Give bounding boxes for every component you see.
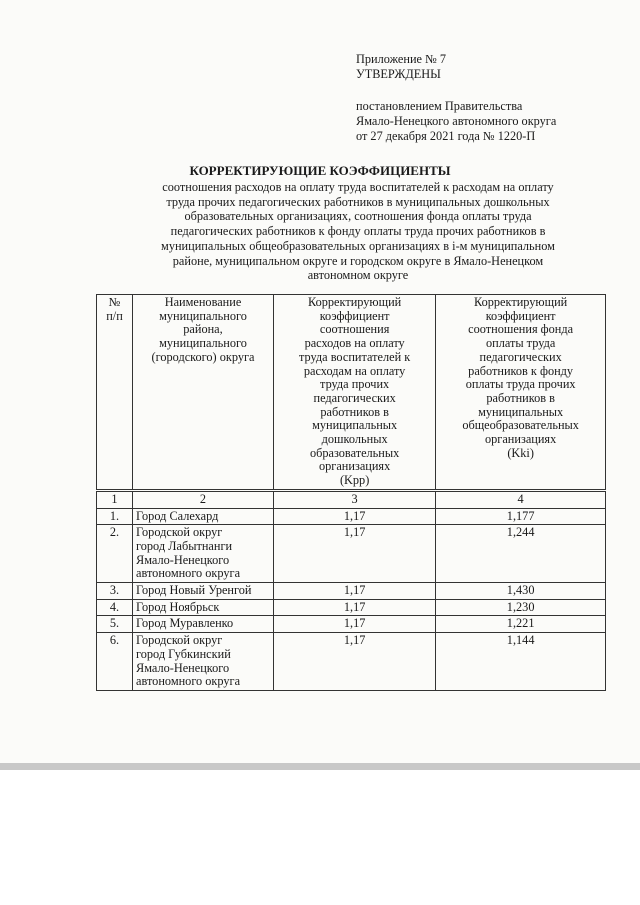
cell-line: педагогических [479,349,562,364]
municipality-name [133,633,274,691]
municipality-name [133,525,274,583]
table-row [97,508,606,525]
kpp-value: 1,17 [274,525,436,583]
cell-line: город Губкинский [136,646,231,661]
spacer [356,82,556,99]
approval-line-2: Ямало-Ненецкого автономного округа [356,114,557,128]
kki-value: 1,230 [436,599,606,616]
kki-value: 1,221 [436,616,606,633]
header-name [133,295,274,491]
cell-line: Наименование [164,295,242,309]
cell-line: коэффициент [485,308,556,323]
header-kki [436,295,606,491]
cell-line: организациях [319,459,391,474]
kpp-value: 1,17 [274,583,436,600]
cell-line: муниципального [159,308,247,323]
cell-line: труда воспитателей к [299,349,411,364]
cell-line: дошкольных [321,432,388,447]
municipality-name [133,583,274,600]
column-number: 2 [133,490,274,508]
cell-line: автономного округа [136,674,241,689]
kki-value: 1,144 [436,633,606,691]
header-kpp [274,295,436,491]
cell-line: Корректирующий [474,295,568,309]
kpp-value: 1,17 [274,616,436,633]
subtitle-line: соотношения расходов на оплату труда воспитателей к расходам на оплату [162,180,554,194]
subtitle-line: автономном округе [307,268,409,283]
kpp-value: 1,17 [274,508,436,525]
row-number: 2. [97,525,133,583]
cell-line: труда прочих [320,377,390,392]
subtitle-line: педагогических работников к фонду оплаты труда прочих работников в [170,224,546,239]
cell-line: Корректирующий [308,295,402,309]
cell-line: (Kpp) [339,473,370,488]
cell-line: района, [183,322,223,337]
cell-line: работников в [486,390,555,405]
cell-line: город Лабытнанги [136,538,233,553]
subtitle-line: муниципальных общеобразовательных организациях в i-м муниципальном [161,238,555,253]
municipality-name [133,616,274,633]
document-title: КОРРЕКТИРУЮЩИЕ КОЭФФИЦИЕНТЫ [189,163,451,178]
cell-line: Город Муравленко [136,616,234,631]
row-number: 3. [97,583,133,600]
cell-line: работников в [320,404,389,419]
row-number: 4. [97,599,133,616]
cell-line: общеобразовательных [462,418,579,433]
cell-line: работников к фонду [468,363,574,378]
table-row [97,599,606,616]
cell-line: расходов на оплату [304,336,405,351]
cell-line: муниципальных [478,404,564,419]
column-number: 3 [274,490,436,508]
kki-value: 1,244 [436,525,606,583]
coefficients-table [96,294,606,691]
cell-line: муниципального [159,336,247,351]
cell-line: соотношения фонда [468,322,574,337]
table-row [97,525,606,583]
kpp-value: 1,17 [274,633,436,691]
cell-line: оплаты труда [485,336,556,351]
kpp-value: 1,17 [274,599,436,616]
row-number: 5. [97,616,133,633]
table-header-row [97,295,606,491]
cell-line: организациях [485,432,557,447]
approved-label: УТВЕРЖДЕНЫ [356,67,441,81]
subtitle-line: труда прочих педагогических работников в муниципальных дошкольных [166,194,550,209]
column-numbers-row [97,490,606,508]
cell-line: п/п [106,308,123,323]
cell-line: Ямало-Ненецкого [136,552,230,567]
cell-line: № [108,295,121,309]
cell-line: Город Ноябрьск [136,599,220,614]
cell-line: Ямало-Ненецкого [136,660,230,675]
cell-line: образовательных [309,445,400,460]
cell-line: Городской округ [136,633,223,648]
municipality-name [133,599,274,616]
cell-line: Город Салехард [136,508,219,523]
cell-line: Город Новый Уренгой [136,583,252,598]
cell-line: педагогических [313,390,396,405]
table-row [97,616,606,633]
approval-block [356,52,556,144]
cell-line: Городской округ [136,525,223,540]
subtitle-line: образовательных организациях, соотношения фонда оплаты труда [184,209,532,224]
table-row [97,633,606,691]
cell-line: (Kki) [507,445,534,460]
subtitle-line: районе, муниципальном округе и городском округе в Ямало-Ненецком [172,253,544,268]
cell-line: соотношения [319,322,390,337]
header-number [97,295,133,491]
cell-line: оплаты труда прочих [465,377,576,392]
kki-value: 1,177 [436,508,606,525]
appendix-label: Приложение № 7 [356,52,447,66]
column-number: 1 [97,490,133,508]
cell-line: автономного округа [136,566,241,581]
table-row [97,583,606,600]
cell-line: коэффициент [319,308,390,323]
row-number: 1. [97,508,133,525]
document-subtitle [110,180,606,283]
approval-line-1: постановлением Правительства [356,99,523,113]
column-number: 4 [436,490,606,508]
row-number: 6. [97,633,133,691]
cell-line: (городского) округа [151,349,255,364]
municipality-name [133,508,274,525]
cell-line: расходам на оплату [303,363,406,378]
kki-value: 1,430 [436,583,606,600]
approval-line-3: от 27 декабря 2021 года № 1220-П [356,129,536,143]
cell-line: муниципальных [312,418,398,433]
